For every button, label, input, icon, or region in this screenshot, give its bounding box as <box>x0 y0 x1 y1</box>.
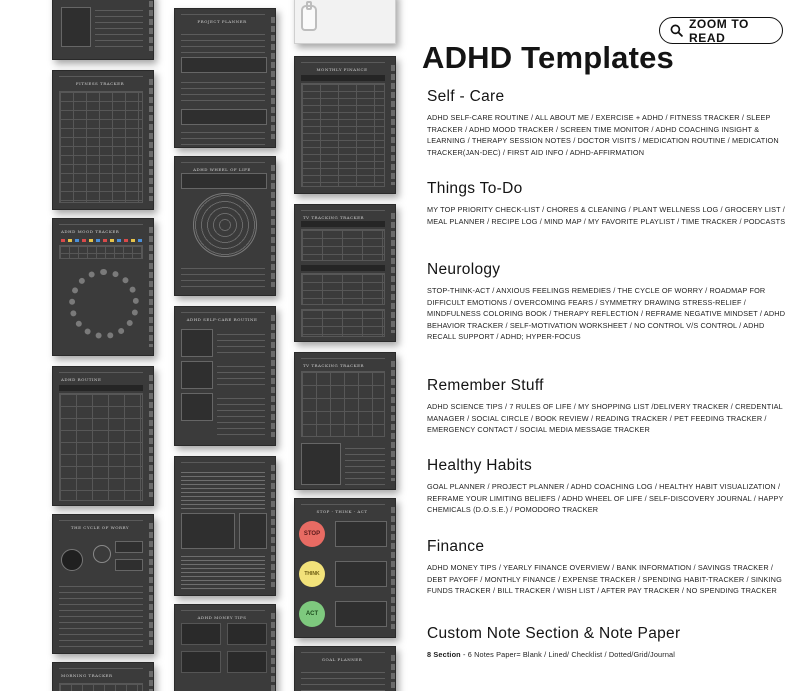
thumbnail-fitness-tracker: FITNESS TRACKER <box>52 70 154 210</box>
section-body: ADHD MONEY TIPS / YEARLY FINANCE OVERVIEW / BANK INFORMATION / SAVINGS TRACKER / DEBT PAYOFF / MONTHLY FINANCE / EXPENSE TRACKER / SPENDING HABIT-TRACKER / SINKING FUNDS TRACKER / BILL TRACKER / WISH LIST / AFTER PAY TRACKER / NO SPENDING TRACKER <box>427 563 782 596</box>
section-body: GOAL PLANNER / PROJECT PLANNER / ADHD COACHING LOG / HEALTHY HABIT VISUALIZATION / REFRAME YOUR LIMITING BELIEFS / ADHD WHEEL OF LIFE / SELF-DISCOVERY JOURNAL / HAPPY CHEMICALS (D.O.S.E.) / POMODORO TRACKER <box>427 482 784 515</box>
zoom-to-read-button[interactable] <box>659 17 783 44</box>
section-title: Custom Note Section & Note Paper <box>427 625 681 642</box>
thumbnail-calendar-tracker: TV TRACKING TRACKER <box>294 352 396 490</box>
section-title: Healthy Habits <box>427 457 532 474</box>
act-circle: ACT <box>299 601 325 627</box>
thumbnail-adhd-money-tips: ADHD MONEY TIPS <box>174 604 276 691</box>
section-title: Neurology <box>427 261 501 278</box>
section-body <box>427 649 787 661</box>
thumbnail-monthly-finance: MONTHLY FINANCE <box>294 56 396 194</box>
thumbnail-wheel-of-life: ADHD WHEEL OF LIFE <box>174 156 276 296</box>
section-title: Things To-Do <box>427 180 523 197</box>
thumbnail-top-left <box>52 0 154 60</box>
thumbnail-mood-tracker: ADHD MOOD TRACKER <box>52 218 154 356</box>
thumbnail-text-worksheet <box>174 456 276 596</box>
zoom-to-read-label: ZOOM TO READ <box>689 16 749 45</box>
section-body: ADHD SELF-CARE ROUTINE / ALL ABOUT ME / EXERCISE + ADHD / FITNESS TRACKER / SLEEP TRACKER / ADHD MOOD TRACKER / SCREEN TIME MONITOR / ADHD COACHING INSIGHT & LEARNING / THERAPY SESSION NOTES / DOCTOR VISITS / MEDICATION ROUTINE / MEDICATION TRACKER(JAN-DEC) / FIRST AID INFO / ADHD-AFFIRMATION <box>427 113 779 157</box>
section-self-care <box>427 88 787 158</box>
stop-circle: STOP <box>299 521 325 547</box>
thumbnail-goal-planner: GOAL PLANNER <box>294 646 396 691</box>
thumbnail-project-planner: PROJECT PLANNER <box>174 8 276 148</box>
section-remember-stuff <box>427 377 787 436</box>
jar-icon <box>301 5 317 31</box>
thumbnail-cycle-of-worry: THE CYCLE OF WORRY <box>52 514 154 654</box>
section-title: Remember Stuff <box>427 377 544 394</box>
thumbnail-morning-tracker: MORNING TRACKER <box>52 662 154 691</box>
page-title: ADHD Templates <box>422 40 674 75</box>
section-title: Self - Care <box>427 88 505 105</box>
section-title: Finance <box>427 538 485 555</box>
think-circle: THINK <box>299 561 325 587</box>
section-body-text: - 6 Notes Paper= Blank / Lined/ Checklist / Dotted/Grid/Journal <box>460 650 676 659</box>
section-finance <box>427 538 787 597</box>
section-custom-notes <box>427 625 787 661</box>
thumbnail-stop-think-act: STOP - THINK - ACT STOP THINK ACT <box>294 498 396 638</box>
section-body: MY TOP PRIORITY CHECK-LIST / CHORES & CLEANING / PLANT WELLNESS LOG / GROCERY LIST / MEAL PLANNER / RECIPE LOG / MIND MAP / MY FAVORITE PLAYLIST / TIME TRACKER / PODCASTS <box>427 205 786 226</box>
thumbnail-jar <box>294 0 396 44</box>
section-neurology <box>427 261 787 343</box>
magnifier-icon <box>670 24 683 37</box>
section-things-to-do <box>427 180 787 227</box>
section-lead: 8 Section <box>427 650 461 659</box>
section-body: STOP-THINK-ACT / ANXIOUS FEELINGS REMEDIES / THE CYCLE OF WORRY / ROADMAP FOR DIFFICULT EMOTIONS / OVERCOMING FEARS / SYMMETRY DRAWING STRESS-RELIEF / MINDFULNESS COLORING BOOK / THERAPY REFLECTION / REFRAME NEGATIVE MINDSET / ADHD BEHAVIOR TRACKER / SELF-MOTIVATION WORKSHEET / NO CONTROL V/S CONTROL / ADHD RECALL SUPPORT / ADHD; HYPER-FOCUS <box>427 286 786 342</box>
thumbnail-tracker: TV TRACKING TRACKER <box>294 204 396 342</box>
thumbnail-self-care-routine: ADHD SELF-CARE ROUTINE <box>174 306 276 446</box>
thumbnail-morning-routine: ADHD ROUTINE <box>52 366 154 506</box>
section-body: ADHD SCIENCE TIPS / 7 RULES OF LIFE / MY SHOPPING LIST /DELIVERY TRACKER / CREDENTIAL MANAGER / SOCIAL CIRCLE / BOOK REVIEW / READING TRACKER / PET FEEDING TRACKER / EMERGENCY CONTACT / SOCIAL MEDIA MESSAGE TRACKER <box>427 402 783 435</box>
section-healthy-habits <box>427 457 787 516</box>
